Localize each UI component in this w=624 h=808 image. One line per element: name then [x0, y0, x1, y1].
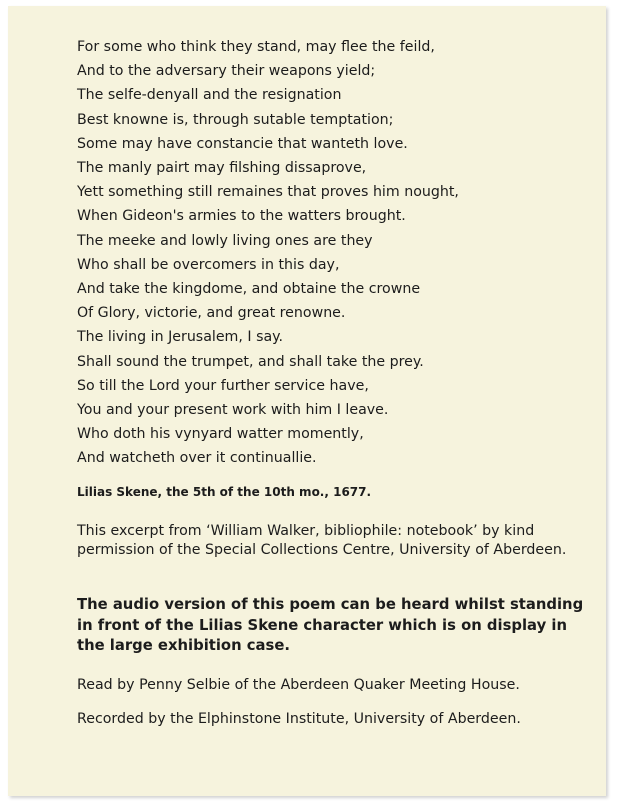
- poem-line-13: The living in Jerusalem, I say.: [77, 329, 284, 346]
- poem-line-4: Best knowne is, through sutable temptation;: [77, 111, 394, 128]
- reader-credit: Read by Penny Selbie of the Aberdeen Quaker Meeting House.: [77, 677, 520, 693]
- audio-notice: The audio version of this poem can be heard whilst standing in front of the Lilias Skene character which is on display in the large exhibition case.: [77, 596, 584, 654]
- poem-line-5: Some may have constancie that wanteth love.: [77, 135, 408, 152]
- poem-line-11: And take the kingdome, and obtaine the crowne: [77, 281, 421, 298]
- poem-attribution: Lilias Skene, the 5th of the 10th mo., 1677.: [77, 485, 372, 499]
- poem-line-10: Who shall be overcomers in this day,: [77, 256, 340, 273]
- poem-line-6: The manly pairt may filshing dissaprove,: [77, 160, 367, 177]
- poem-line-2: And to the adversary their weapons yield;: [77, 63, 376, 80]
- poem-line-1: For some who think they stand, may flee the feild,: [77, 39, 435, 55]
- poem-line-15: So till the Lord your further service have,: [77, 377, 369, 394]
- poem-line-14: Shall sound the trumpet, and shall take the prey.: [77, 353, 424, 370]
- poem-line-18: And watcheth over it continuallie.: [77, 450, 317, 467]
- poem-line-17: Who doth his vynyard watter momently,: [77, 426, 364, 443]
- poem-line-12: Of Glory, victorie, and great renowne.: [77, 305, 346, 322]
- excerpt-credit: This excerpt from ‘William Walker, bibliophile: notebook’ by kind permission of the Special Collections Centre, University of Aberdeen.: [77, 523, 567, 558]
- recording-credit: Recorded by the Elphinstone Institute, University of Aberdeen.: [77, 711, 521, 727]
- poem-line-7: Yett something still remaines that proves him nought,: [77, 184, 459, 201]
- poem-line-16: You and your present work with him I leave.: [77, 402, 389, 419]
- poem-line-9: The meeke and lowly living ones are they: [77, 232, 373, 249]
- poem: [77, 35, 459, 471]
- poem-line-8: When Gideon's armies to the watters brought.: [77, 208, 406, 225]
- poem-line-3: The selfe-denyall and the resignation: [77, 87, 342, 104]
- document-page: [8, 6, 606, 796]
